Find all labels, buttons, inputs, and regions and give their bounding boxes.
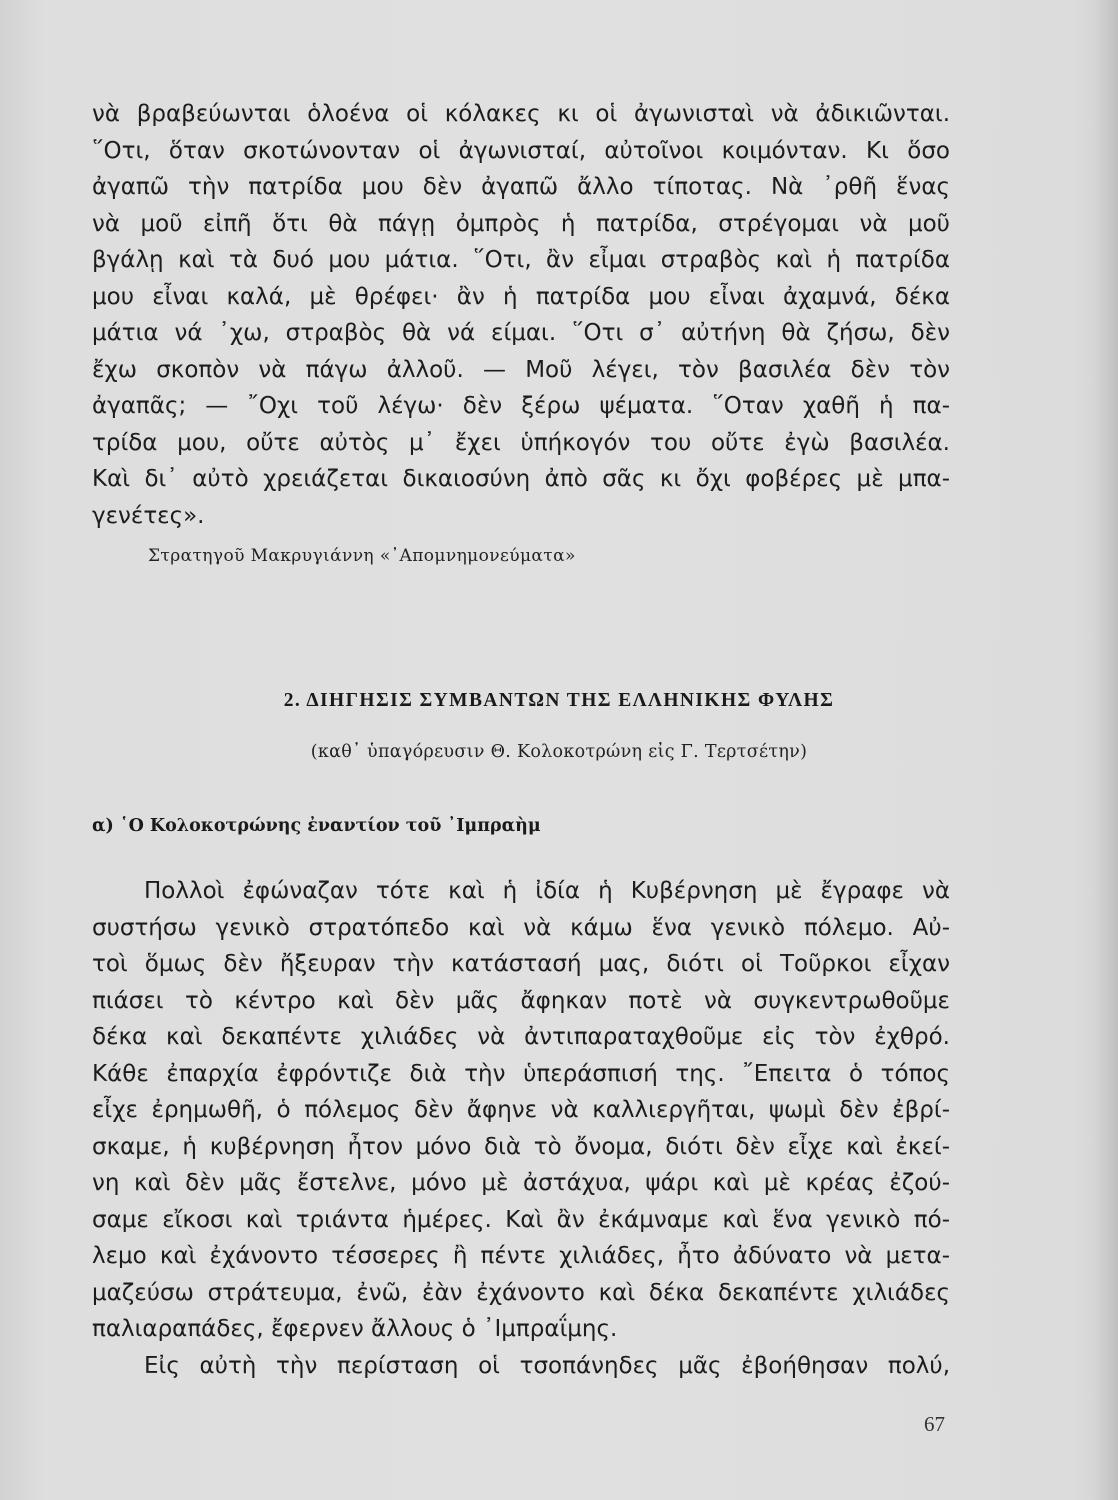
body-line: σκαμε, ἡ κυβέρνηση ἦτον μόνο διὰ τὸ ὄνομα, διότι δὲν εἶχε καὶ ἐκεί- <box>92 1133 950 1160</box>
page-number: 67 <box>924 1412 945 1436</box>
quote-line: νὰ μοῦ εἰπῆ ὅτι θὰ πάγῃ ὀμπρὸς ἡ πατρίδα, στρέγομαι νὰ μοῦ <box>92 210 950 237</box>
quote-attribution: Στρατηγοῦ Μακρυγιάννη «᾽Απομνημονεύματα» <box>148 546 576 566</box>
quote-line: μάτια νά ᾽χω, στραβὸς θὰ νά είμαι. ῞Οτι σ᾽ αὐτήνη θὰ ζήσω, δὲν <box>92 320 950 346</box>
body-passage <box>92 873 950 1384</box>
quote-line: μου εἶναι καλά, μὲ θρέφει· ἂν ἡ πατρίδα μου εἶναι ἀχαμνά, δέκα <box>92 283 950 310</box>
quote-line: ἀγαπῶ τὴν πατρίδα μου δὲν ἀγαπῶ ἄλλο τίποτας. Νὰ ᾽ρθῆ ἕνας <box>92 174 950 200</box>
body-line: πιάσει τὸ κέντρο καὶ δὲν μᾶς ἄφηκαν ποτὲ νὰ συγκεντρωθοῦμε <box>92 987 950 1014</box>
quote-line: Καὶ δι᾽ αὐτὸ χρειάζεται δικαιοσύνη ἀπὸ σᾶς κι ὄχι φοβέρες μὲ μπα- <box>92 466 950 492</box>
quote-passage <box>92 96 950 534</box>
body-line: Κάθε ἐπαρχία ἐφρόντιζε διὰ τὴν ὑπεράσπισή της. ῎Επειτα ὁ τόπος <box>92 1060 950 1087</box>
body-line: τοὶ ὅμως δὲν ἤξευραν τὴν κατάστασή μας, διότι οἱ Τοῦρκοι εἶχαν <box>92 951 950 977</box>
quote-line: γενέτες». <box>92 502 205 529</box>
quote-line: βγάλῃ καὶ τὰ δυό μου μάτια. ῞Οτι, ἂν εἶμαι στραβὸς καὶ ἡ πατρίδα <box>92 247 950 273</box>
body-line: Εἰς αὐτὴ τὴν περίσταση οἱ τσοπάνηδες μᾶς ἐβοήθησαν πολύ, <box>144 1352 950 1379</box>
body-line: εἶχε ἐρημωθῆ, ὁ πόλεμος δὲν ἄφηνε νὰ καλλιεργῆται, ψωμὶ δὲν ἐβρί- <box>92 1097 950 1123</box>
quote-line: ἀγαπᾶς; — ῎Οχι τοῦ λέγω· δὲν ξέρω ψέματα. ῞Οταν χαθῆ ἡ πα- <box>92 393 950 419</box>
body-line: σαμε εἴκοσι καὶ τριάντα ἡμέρες. Καὶ ἂν ἐκάμναμε καὶ ἕνα γενικὸ πό- <box>92 1206 950 1233</box>
body-line: δέκα καὶ δεκαπέντε χιλιάδες νὰ ἀντιπαραταχθοῦμε εἰς τὸν ἐχθρό. <box>92 1024 950 1050</box>
section-title: 2. ΔΙΗΓΗΣΙΣ ΣΥΜΒΑΝΤΩΝ ΤΗΣ ΕΛΛΗΝΙΚΗΣ ΦΥΛΗΣ <box>283 690 835 711</box>
body-line: παλιαραπάδες, ἔφερνεν ἄλλους ὁ ᾽Ιμπραΐμης. <box>92 1316 618 1342</box>
body-line: συστήσω γενικὸ στρατόπεδο καὶ νὰ κάμω ἕνα γενικὸ πόλεμο. Αὐ- <box>92 914 950 941</box>
body-line: μαζεύσω στράτευμα, ἐνῶ, ἐὰν ἐχάνοντο καὶ δέκα δεκαπέντε χιλιάδες <box>92 1279 950 1306</box>
quote-line: τρίδα μου, οὔτε αὐτὸς μ᾽ ἔχει ὑπήκογόν του οὔτε ἐγὼ βασιλέα. <box>92 429 950 456</box>
subsection-title: α) ῾Ο Κολοκοτρώνης ἐναντίον τοῦ ᾽Ιμπραὴμ <box>92 816 541 836</box>
body-line: Πολλοὶ ἐφώναζαν τότε καὶ ἡ ἰδία ἡ Κυβέρνηση μὲ ἔγραφε νὰ <box>144 878 950 904</box>
quote-line: ῞Οτι, ὅταν σκοτώνονταν οἱ ἀγωνισταί, αὐτοῖνοι κοιμόνταν. Κι ὅσο <box>92 137 950 164</box>
quote-line: νὰ βραβεύωνται ὁλοένα οἱ κόλακες κι οἱ ἀγωνισταὶ νὰ ἀδικιῶνται. <box>92 101 950 127</box>
body-line: λεμο καὶ ἐχάνοντο τέσσερες ἢ πέντε χιλιάδες, ἦτο ἀδύνατο νὰ μετα- <box>92 1243 950 1269</box>
quote-line: ἔχω σκοπὸν νὰ πάγω ἀλλοῦ. — Μοῦ λέγει, τὸν βασιλέα δὲν τὸν <box>92 356 950 383</box>
body-line: νη καὶ δὲν μᾶς ἔστελνε, μόνο μὲ ἀστάχυα, ψάρι καὶ μὲ κρέας ἐζού- <box>92 1170 950 1196</box>
section-subtitle: (καθ᾽ ὑπαγόρευσιν Θ. Κολοκοτρώνη εἰς Γ. Τερτσέτην) <box>310 742 808 762</box>
